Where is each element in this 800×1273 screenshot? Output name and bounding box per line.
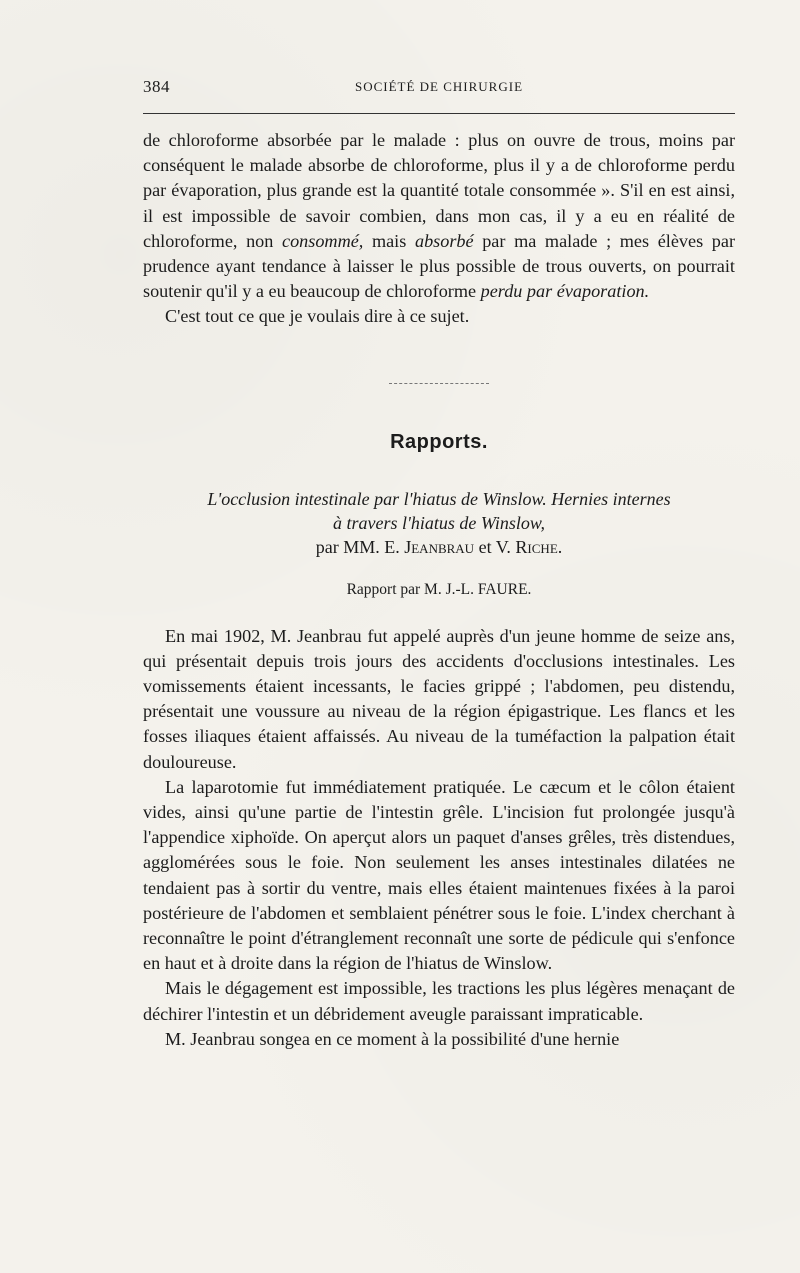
author-name: Jeanbrau: [404, 536, 475, 557]
text-run: et V.: [474, 536, 516, 557]
section-title: Rapports.: [390, 430, 488, 453]
italic-text: consommé,: [282, 230, 364, 251]
report-author-line: Rapport par M. J.-L. FAURE.: [346, 580, 532, 598]
text-run: mais: [363, 230, 415, 251]
intro-paragraph-1: [143, 128, 735, 304]
article-authors: [143, 535, 735, 559]
page-content: [143, 128, 735, 1052]
running-title: SOCIÉTÉ DE CHIRURGIE: [354, 79, 524, 94]
body-paragraph-1: En mai 1902, M. Jeanbrau fut appelé auprès d'un jeune homme de seize ans, qui présentait depuis trois jours des accidents d'occlusions intestinales. Les vomissements étaient incessants, le facies grippé ; l'abdomen, peu distendu, présentait une voussure au niveau de la région épigastrique. Les flancs et les fosses iliaques étaient affaissés. Au niveau de la tuméfaction la palpation était douloureuse.: [143, 625, 735, 772]
text-run: par ma malade ; mes élèves par prudence ayant tendance à laisser le plus possible de trous ouverts, on pourrait soutenir qu'il y a eu beaucoup de chloroforme: [143, 230, 736, 302]
header-rule: [143, 113, 735, 114]
report-body: [143, 624, 735, 1052]
italic-text: perdu par évaporation.: [480, 281, 650, 302]
body-paragraph-2: La laparotomie fut immédiatement pratiquée. Le cæcum et le côlon étaient vides, ainsi qu'une partie de l'intestin grêle. L'incision fut prolongée jusqu'à l'appendice xiphoïde. On aperçut alors un paquet d'anses grêles, très distendues, agglomérées sous le foie. Non seulement les anses intestinales dilatées ne tendaient pas à sortir du ventre, mais elles étaient maintenues fixées à la paroi postérieure de l'abdomen et semblaient pénétrer sous le foie. L'index cherchant à reconnaître le point d'étranglement reconnaît une sorte de pédicule qui s'enfonce en haut et à droite dans la région de l'hiatus de Winslow.: [143, 776, 735, 974]
page-number: 384: [143, 77, 170, 96]
intro-paragraph-2: C'est tout ce que je voulais dire à ce sujet.: [165, 306, 470, 327]
italic-text: absorbé: [414, 230, 474, 251]
article-title: [143, 487, 735, 535]
article-title-line-1: L'occlusion intestinale par l'hiatus de Winslow. Hernies internes: [207, 488, 671, 509]
text-run: .: [557, 536, 563, 557]
page-header: [143, 77, 735, 99]
article-title-line-2: à travers l'hiatus de Winslow,: [332, 512, 546, 533]
text-run: par MM. E.: [315, 536, 405, 557]
body-paragraph-3: Mais le dégagement est impossible, les tractions les plus légères menaçant de déchirer l'intestin et un débridement aveugle paraissant impraticable.: [143, 978, 735, 1024]
body-paragraph-4: M. Jeanbrau songea en ce moment à la possibilité d'une hernie: [165, 1028, 620, 1049]
author-name: Riche: [515, 536, 558, 557]
section-separator: [389, 383, 489, 384]
text-run: de chloroforme absorbée par le malade : plus on ouvre de trous, moins par conséquent le malade absorbe de chloroforme, plus il y a de chloroforme perdu par évaporation, plus grande est la quantité totale consommée ». S'il en est ainsi, il est impossible de savoir combien, dans mon cas, il y a eu en réalité de chloroforme, non: [143, 130, 735, 251]
